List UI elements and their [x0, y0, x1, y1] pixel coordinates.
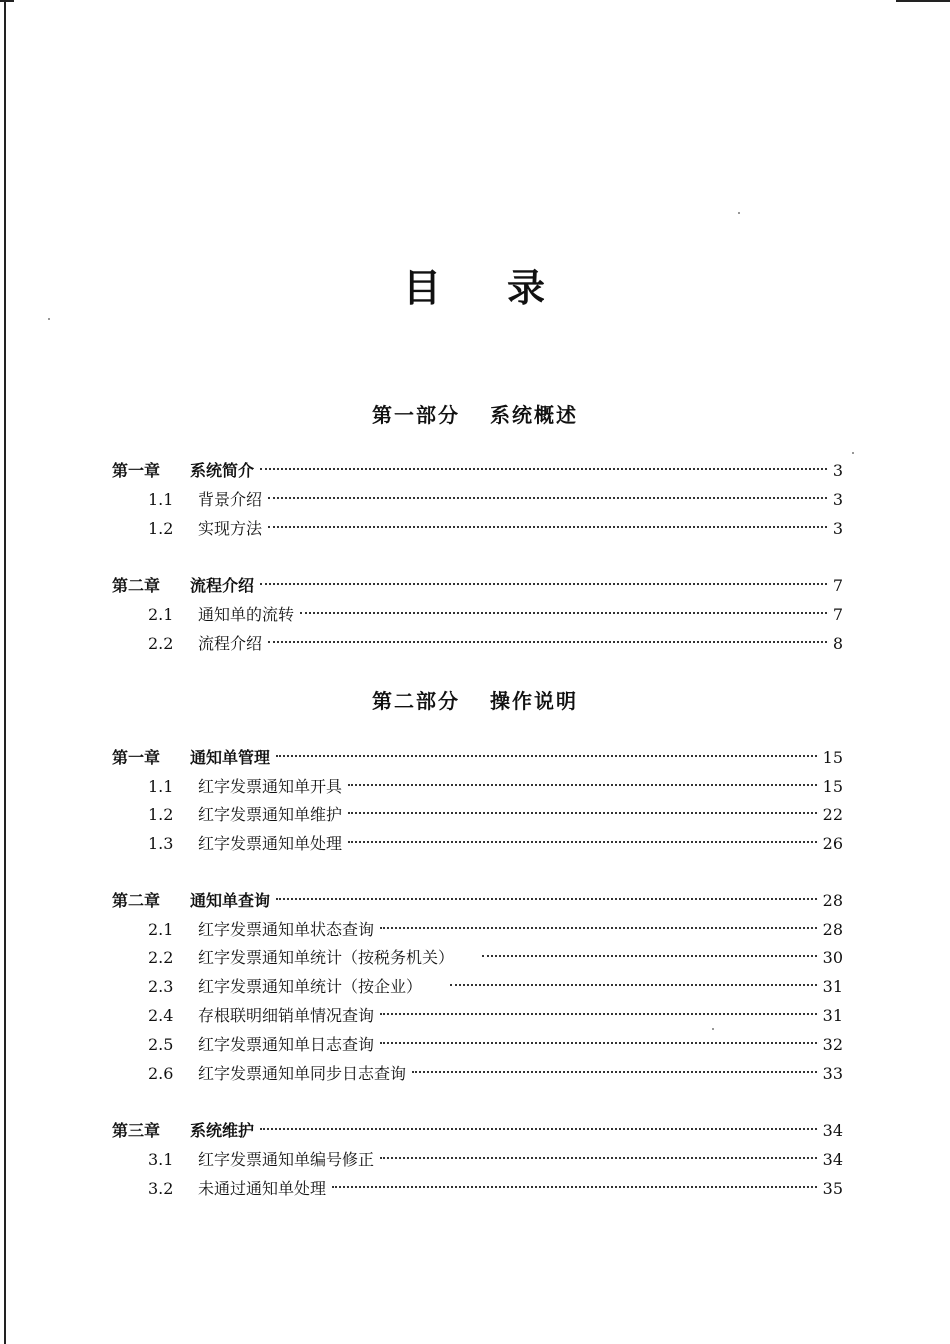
toc-chapter-entry[interactable] — [112, 746, 843, 770]
part-heading — [0, 688, 950, 714]
page-number: 3 — [832, 461, 843, 480]
dot-leader — [260, 1128, 817, 1130]
toc-section-entry[interactable] — [112, 517, 843, 541]
section-title: 红字发票通知单同步日志查询 — [198, 1064, 407, 1083]
page-number: 34 — [822, 1150, 843, 1169]
section-number: 2.5 — [148, 1035, 174, 1054]
page-number: 3 — [832, 519, 843, 538]
dot-leader — [260, 468, 827, 470]
scan-speck — [48, 318, 50, 320]
dot-leader — [450, 984, 817, 986]
page-number: 35 — [822, 1179, 843, 1198]
section-number: 3.1 — [148, 1150, 174, 1169]
section-number: 1.2 — [148, 805, 174, 824]
page-number: 31 — [822, 1006, 843, 1025]
chapter-title: 通知单管理 — [190, 748, 271, 767]
page-number: 7 — [832, 576, 843, 595]
scan-speck — [738, 212, 740, 214]
dot-leader — [482, 955, 817, 957]
section-title: 红字发票通知单统计（按税务机关） — [198, 948, 455, 967]
page-number: 34 — [822, 1121, 843, 1140]
chapter-title: 流程介绍 — [190, 576, 255, 595]
title-char: 录 — [507, 266, 548, 311]
toc-chapter-entry[interactable] — [112, 459, 843, 483]
dot-leader — [268, 526, 827, 528]
section-title: 流程介绍 — [198, 634, 263, 653]
page-number: 15 — [822, 777, 843, 796]
dot-leader — [260, 583, 827, 585]
toc-section-entry[interactable] — [112, 803, 843, 827]
scan-speck — [712, 1028, 714, 1030]
chapter-title: 系统简介 — [190, 461, 255, 480]
toc-section-entry[interactable] — [112, 1148, 843, 1172]
page-number: 22 — [822, 805, 843, 824]
page-number: 3 — [832, 490, 843, 509]
toc-section-entry[interactable] — [112, 632, 843, 656]
chapter-number: 第一章 — [112, 461, 161, 480]
toc-section-entry[interactable] — [112, 1004, 843, 1028]
chapter-number: 第一章 — [112, 748, 161, 767]
section-number: 2.1 — [148, 920, 174, 939]
chapter-number: 第三章 — [112, 1121, 161, 1140]
toc-section-entry[interactable] — [112, 1062, 843, 1086]
title-char: 目 — [402, 266, 443, 311]
section-title: 通知单的流转 — [198, 605, 295, 624]
page-number: 26 — [822, 834, 843, 853]
toc-chapter-entry[interactable] — [112, 889, 843, 913]
chapter-number: 第二章 — [112, 576, 161, 595]
section-title: 红字发票通知单维护 — [198, 805, 343, 824]
part-name: 操作说明 — [490, 689, 578, 713]
page-title — [0, 257, 950, 312]
section-number: 2.2 — [148, 634, 174, 653]
page-left-edge — [4, 0, 6, 1344]
page-number: 15 — [822, 748, 843, 767]
scan-speck — [852, 452, 854, 454]
page-number: 30 — [822, 948, 843, 967]
toc-section-entry[interactable] — [112, 1033, 843, 1057]
toc-section-entry[interactable] — [112, 488, 843, 512]
dot-leader — [348, 841, 817, 843]
chapter-title: 通知单查询 — [190, 891, 271, 910]
dot-leader — [380, 1013, 817, 1015]
section-number: 2.1 — [148, 605, 174, 624]
section-number: 2.4 — [148, 1006, 174, 1025]
section-number: 2.3 — [148, 977, 174, 996]
section-title: 红字发票通知单开具 — [198, 777, 343, 796]
dot-leader — [268, 497, 827, 499]
dot-leader — [348, 784, 817, 786]
section-number: 1.1 — [148, 777, 174, 796]
section-number: 2.2 — [148, 948, 174, 967]
dot-leader — [380, 1042, 817, 1044]
dot-leader — [276, 755, 817, 757]
dot-leader — [332, 1186, 817, 1188]
section-title: 红字发票通知单状态查询 — [198, 920, 375, 939]
dot-leader — [380, 1157, 817, 1159]
page-number: 32 — [822, 1035, 843, 1054]
toc-section-entry[interactable] — [112, 832, 843, 856]
section-number: 1.1 — [148, 490, 174, 509]
section-title: 红字发票通知单编号修正 — [198, 1150, 375, 1169]
toc-section-entry[interactable] — [112, 603, 843, 627]
dot-leader — [300, 612, 827, 614]
section-number: 1.3 — [148, 834, 174, 853]
page-number: 28 — [822, 891, 843, 910]
toc-section-entry[interactable] — [112, 1177, 843, 1201]
section-number: 2.6 — [148, 1064, 174, 1083]
dot-leader — [380, 927, 817, 929]
chapter-number: 第二章 — [112, 891, 161, 910]
dot-leader — [412, 1071, 817, 1073]
section-title: 未通过通知单处理 — [198, 1179, 327, 1198]
toc-section-entry[interactable] — [112, 918, 843, 942]
section-title: 红字发票通知单处理 — [198, 834, 343, 853]
section-title: 红字发票通知单统计（按企业） — [198, 977, 423, 996]
dot-leader — [268, 641, 827, 643]
toc-section-entry[interactable] — [112, 775, 843, 799]
dot-leader — [348, 812, 817, 814]
section-title: 存根联明细销单情况查询 — [198, 1006, 375, 1025]
section-number: 3.2 — [148, 1179, 174, 1198]
part-heading — [0, 402, 950, 428]
corner-mark-top-left — [0, 0, 14, 2]
page-number: 28 — [822, 920, 843, 939]
section-title: 实现方法 — [198, 519, 263, 538]
part-name: 系统概述 — [490, 403, 578, 427]
toc-section-entry[interactable] — [112, 975, 843, 999]
dot-leader — [276, 898, 817, 900]
page-number: 7 — [832, 605, 843, 624]
toc-chapter-entry[interactable] — [112, 574, 843, 598]
section-title: 红字发票通知单日志查询 — [198, 1035, 375, 1054]
page-number: 33 — [822, 1064, 843, 1083]
part-number: 第二部分 — [372, 689, 460, 713]
toc-chapter-entry[interactable] — [112, 1119, 843, 1143]
page-number: 8 — [832, 634, 843, 653]
page-number: 31 — [822, 977, 843, 996]
part-number: 第一部分 — [372, 403, 460, 427]
corner-mark-top-right — [896, 0, 950, 2]
chapter-title: 系统维护 — [190, 1121, 255, 1140]
section-number: 1.2 — [148, 519, 174, 538]
section-title: 背景介绍 — [198, 490, 263, 509]
toc-section-entry[interactable] — [112, 946, 843, 970]
